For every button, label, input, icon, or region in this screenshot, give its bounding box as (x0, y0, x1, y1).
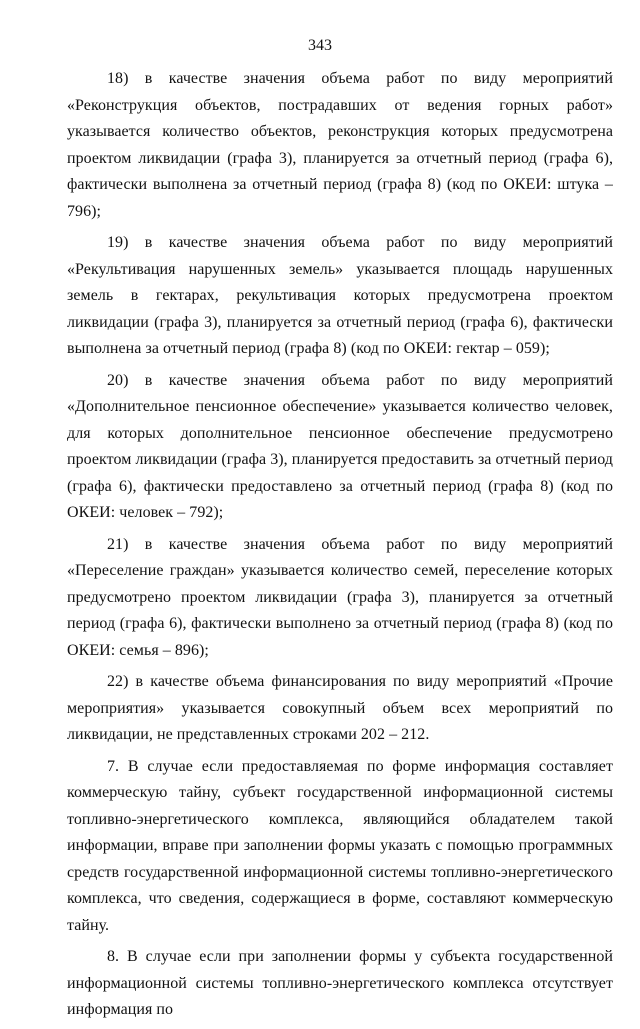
paragraph-section-7: 7. В случае если предоставляемая по форме информация составляет коммерческую тайну, субъект государственной информационной системы топливно-энергетического комплекса, являющийся обладателем такой информации, вправе при заполнении формы указать с помощью программных средств государственной информационной системы топливно-энергетического комплекса, что сведения, содержащиеся в форме, составляют коммерческую тайну. (67, 757, 613, 934)
paragraph-item-21: 21) в качестве значения объема работ по виду мероприятий «Переселение граждан» указывается количество семей, переселение которых предусмотрено проектом ликвидации (графа 3), планируется за отчетный период (графа 6), фактически выполнено за отчетный период (графа 8) (код по ОКЕИ: семья – 896); (67, 535, 613, 659)
paragraph-item-22: 22) в качестве объема финансирования по виду мероприятий «Прочие мероприятия» указывается совокупный объем всех мероприятий по ликвидации, не представленных строками 202 – 212. (67, 673, 613, 743)
paragraph-item-20: 20) в качестве значения объема работ по виду мероприятий «Дополнительное пенсионное обеспечение» указывается количество человек, для которых дополнительное пенсионное обеспечение предусмотрено проектом ликвидации (графа 3), планируется предоставить за отчетный период (графа 6), фактически предоставлено за отчетный период (графа 8) (код по ОКЕИ: человек – 792); (67, 371, 613, 521)
document-body (67, 66, 613, 1029)
page-number: 343 (308, 37, 332, 54)
paragraph-item-18: 18) в качестве значения объема работ по виду мероприятий «Реконструкция объектов, пострадавших от ведения горных работ» указывается количество объектов, реконструкция которых предусмотрена проектом ликвидации (графа 3), планируется за отчетный период (графа 6), фактически выполнена за отчетный период (графа 8) (код по ОКЕИ: штука – 796); (67, 70, 613, 220)
paragraph-item-19: 19) в качестве значения объема работ по виду мероприятий «Рекультивация нарушенных земель» указывается площадь нарушенных земель в гектарах, рекультивация которых предусмотрена проектом ликвидации (графа 3), планируется за отчетный период (графа 6), фактически выполнена за отчетный период (графа 8) (код по ОКЕИ: гектар – 059); (67, 234, 613, 357)
paragraph-section-8: 8. В случае если при заполнении формы у субъекта государственной информационной системы топливно-энергетического комплекса отсутствует информация по (67, 948, 613, 1018)
